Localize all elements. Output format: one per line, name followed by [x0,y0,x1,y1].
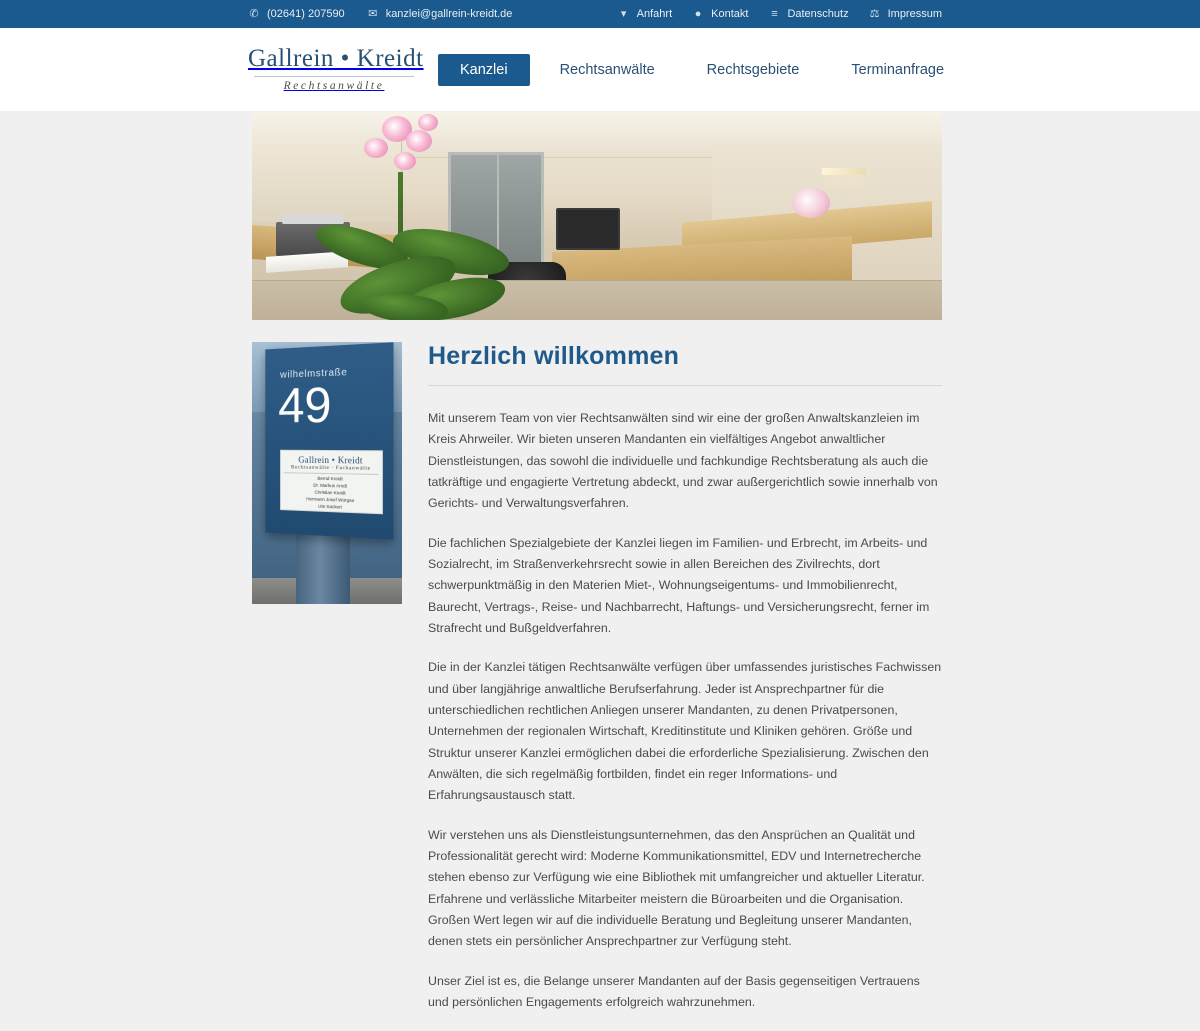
wall-lamp [822,168,866,175]
nav-item-kanzlei[interactable]: Kanzlei [438,54,530,86]
title-divider [428,385,942,386]
signpost-board [265,342,393,539]
page-title: Herzlich willkommen [428,342,680,370]
signpost-pole [296,534,350,604]
site-logo[interactable] [248,45,424,93]
utility-bar-inner [0,9,1200,20]
utility-links-group [618,9,942,20]
utility-link-label: Kontakt [711,7,749,20]
orchid-blossom [406,130,432,152]
article-column [428,342,942,1031]
utility-link-label: Anfahrt [636,7,673,20]
paragraph-2: Die fachlichen Spezialgebiete der Kanzlei liegen im Familien- und Erbrecht, im Arbeits- und Sozialrecht, im Straßenverkehrsrecht sowie in allen Bereichen des Zivilrechts, dort schwerpunktmäßig in den Materien Miet-, Wohnungseigentums- und Immobilienrecht, Baurecht, Vertrags-, Reise- und Nachbarrecht, Haftungs- und Versicherungsrecht, ferner im Strafrecht und Bußgeldverfahren. [428,535,930,635]
site-header [0,28,1200,112]
list-icon: ≡ [771,7,778,20]
logo-divider [254,76,414,77]
name-plate-subtitle: Rechtsanwälte · Fachanwälte [284,464,379,475]
hero-image-office-reception [252,112,942,320]
phone-number: (02641) 207590 [267,7,345,20]
paragraph-1: Mit unserem Team von vier Rechtsanwälten sind wir eine der großen Anwaltskanzleien im Kreis Ahrweiler. Wir bieten unseren Mandanten ein vielfältiges Angebot anwaltlicher Dienstleistungen, das sowohl die individuelle und fachkundige Rechtsberatung als auch die tatkräftige und engagierte Vertretung abdeckt, und zwar außergerichtlich sowie innerhalb von Gerichts- und Verwaltungsverfahren. [428,411,938,511]
utility-link-datenschutz[interactable] [768,9,848,20]
phone-icon: ✆ [249,7,259,20]
nav-item-rechtsanwaelte[interactable]: Rechtsanwälte [559,61,655,78]
email-link[interactable] [367,9,513,20]
utility-link-label: Datenschutz [787,7,849,20]
email-address: kanzlei@gallrein-kreidt.de [385,7,513,20]
utility-link-anfahrt[interactable] [618,9,672,20]
name-plate-names: Bernd Kreidt Dr. Markus Arndt Christian Kreidt Hermann Josef Würgau Ute Sackert [306,475,355,510]
monitor [556,208,620,250]
logo-wordmark: Gallrein • Kreidt [248,45,424,73]
main-navigation [438,54,966,86]
site-header-inner [0,46,1200,93]
balance-icon: ⚖ [869,7,880,20]
utility-link-label: Impressum [887,7,942,20]
utility-bar [0,0,1200,28]
paragraph-5: Unser Ziel ist es, die Belange unserer Mandanten auf der Basis gegenseitigen Vertrauens und persönlichen Engagements erfolgreich wahrzunehmen. [428,973,920,1009]
page-body [0,112,1200,1031]
hero-wrapper [0,112,1200,320]
office-signpost-photo [252,342,402,604]
orchid-blossom [418,114,438,131]
sidebar-photo-column [252,342,402,1031]
contact-info-group [248,9,512,20]
phone-link[interactable] [248,9,345,20]
paragraph-4: Wir verstehen uns als Dienstleistungsunternehmen, das den Ansprüchen an Qualität und Professionalität gerecht wird: Moderne Kommunikationsmittel, EDV und Internetrecherche stehen ebenso zur Verfügung wie eine Bibliothek mit umfangreicher und aktueller Literatur. Erfahrene und verlässliche Mitarbeiter meistern die Büroarbeiten und die Organisation. Großen Wert legen wir auf die individuelle Beratung und Begleitung unserer Mandanten, denen stets ein persönlicher Ansprechpartner zur Verfügung steht. [428,827,925,949]
orchid-blossom [364,138,388,158]
name-plate-title: Gallrein • Kreidt [298,454,363,466]
user-icon: ● [694,7,702,20]
logo-tagline: Rechtsanwälte [283,80,385,93]
nav-item-terminanfrage[interactable]: Terminanfrage [851,61,945,78]
nav-item-rechtsgebiete[interactable]: Rechtsgebiete [706,61,800,78]
paragraph-3: Die in der Kanzlei tätigen Rechtsanwälte verfügen über umfassendes juristisches Fachwissen und über langjährige anwaltliche Berufserfahrung. Jeder ist Ansprechpartner für die unterschiedlichen rechtlichen Anliegen unserer Mandanten, zu denen Privatpersonen, Unternehmen der regionalen Wirtschaft, Kreditinstitute und Kliniken gehören. Größe und Struktur unserer Kanzlei ermöglichen dabei die erforderliche Spezialisierung. Zwischen den Anwälten, die sich regelmäßig fortbilden, findet ein reger Informations- und Erfahrungsaustausch statt. [428,660,942,803]
content-columns [252,342,942,1031]
mail-icon: ✉ [368,7,378,20]
house-number-label: 49 [278,376,332,434]
map-marker-icon: ▾ [620,7,627,20]
secondary-orchid [792,188,830,218]
utility-link-impressum[interactable] [869,9,942,20]
content-area [0,320,1200,1031]
name-plate [280,450,383,515]
orchid-blossom [394,152,416,170]
street-name-label: wilhelmstraße [280,367,348,381]
utility-link-kontakt[interactable] [692,9,748,20]
